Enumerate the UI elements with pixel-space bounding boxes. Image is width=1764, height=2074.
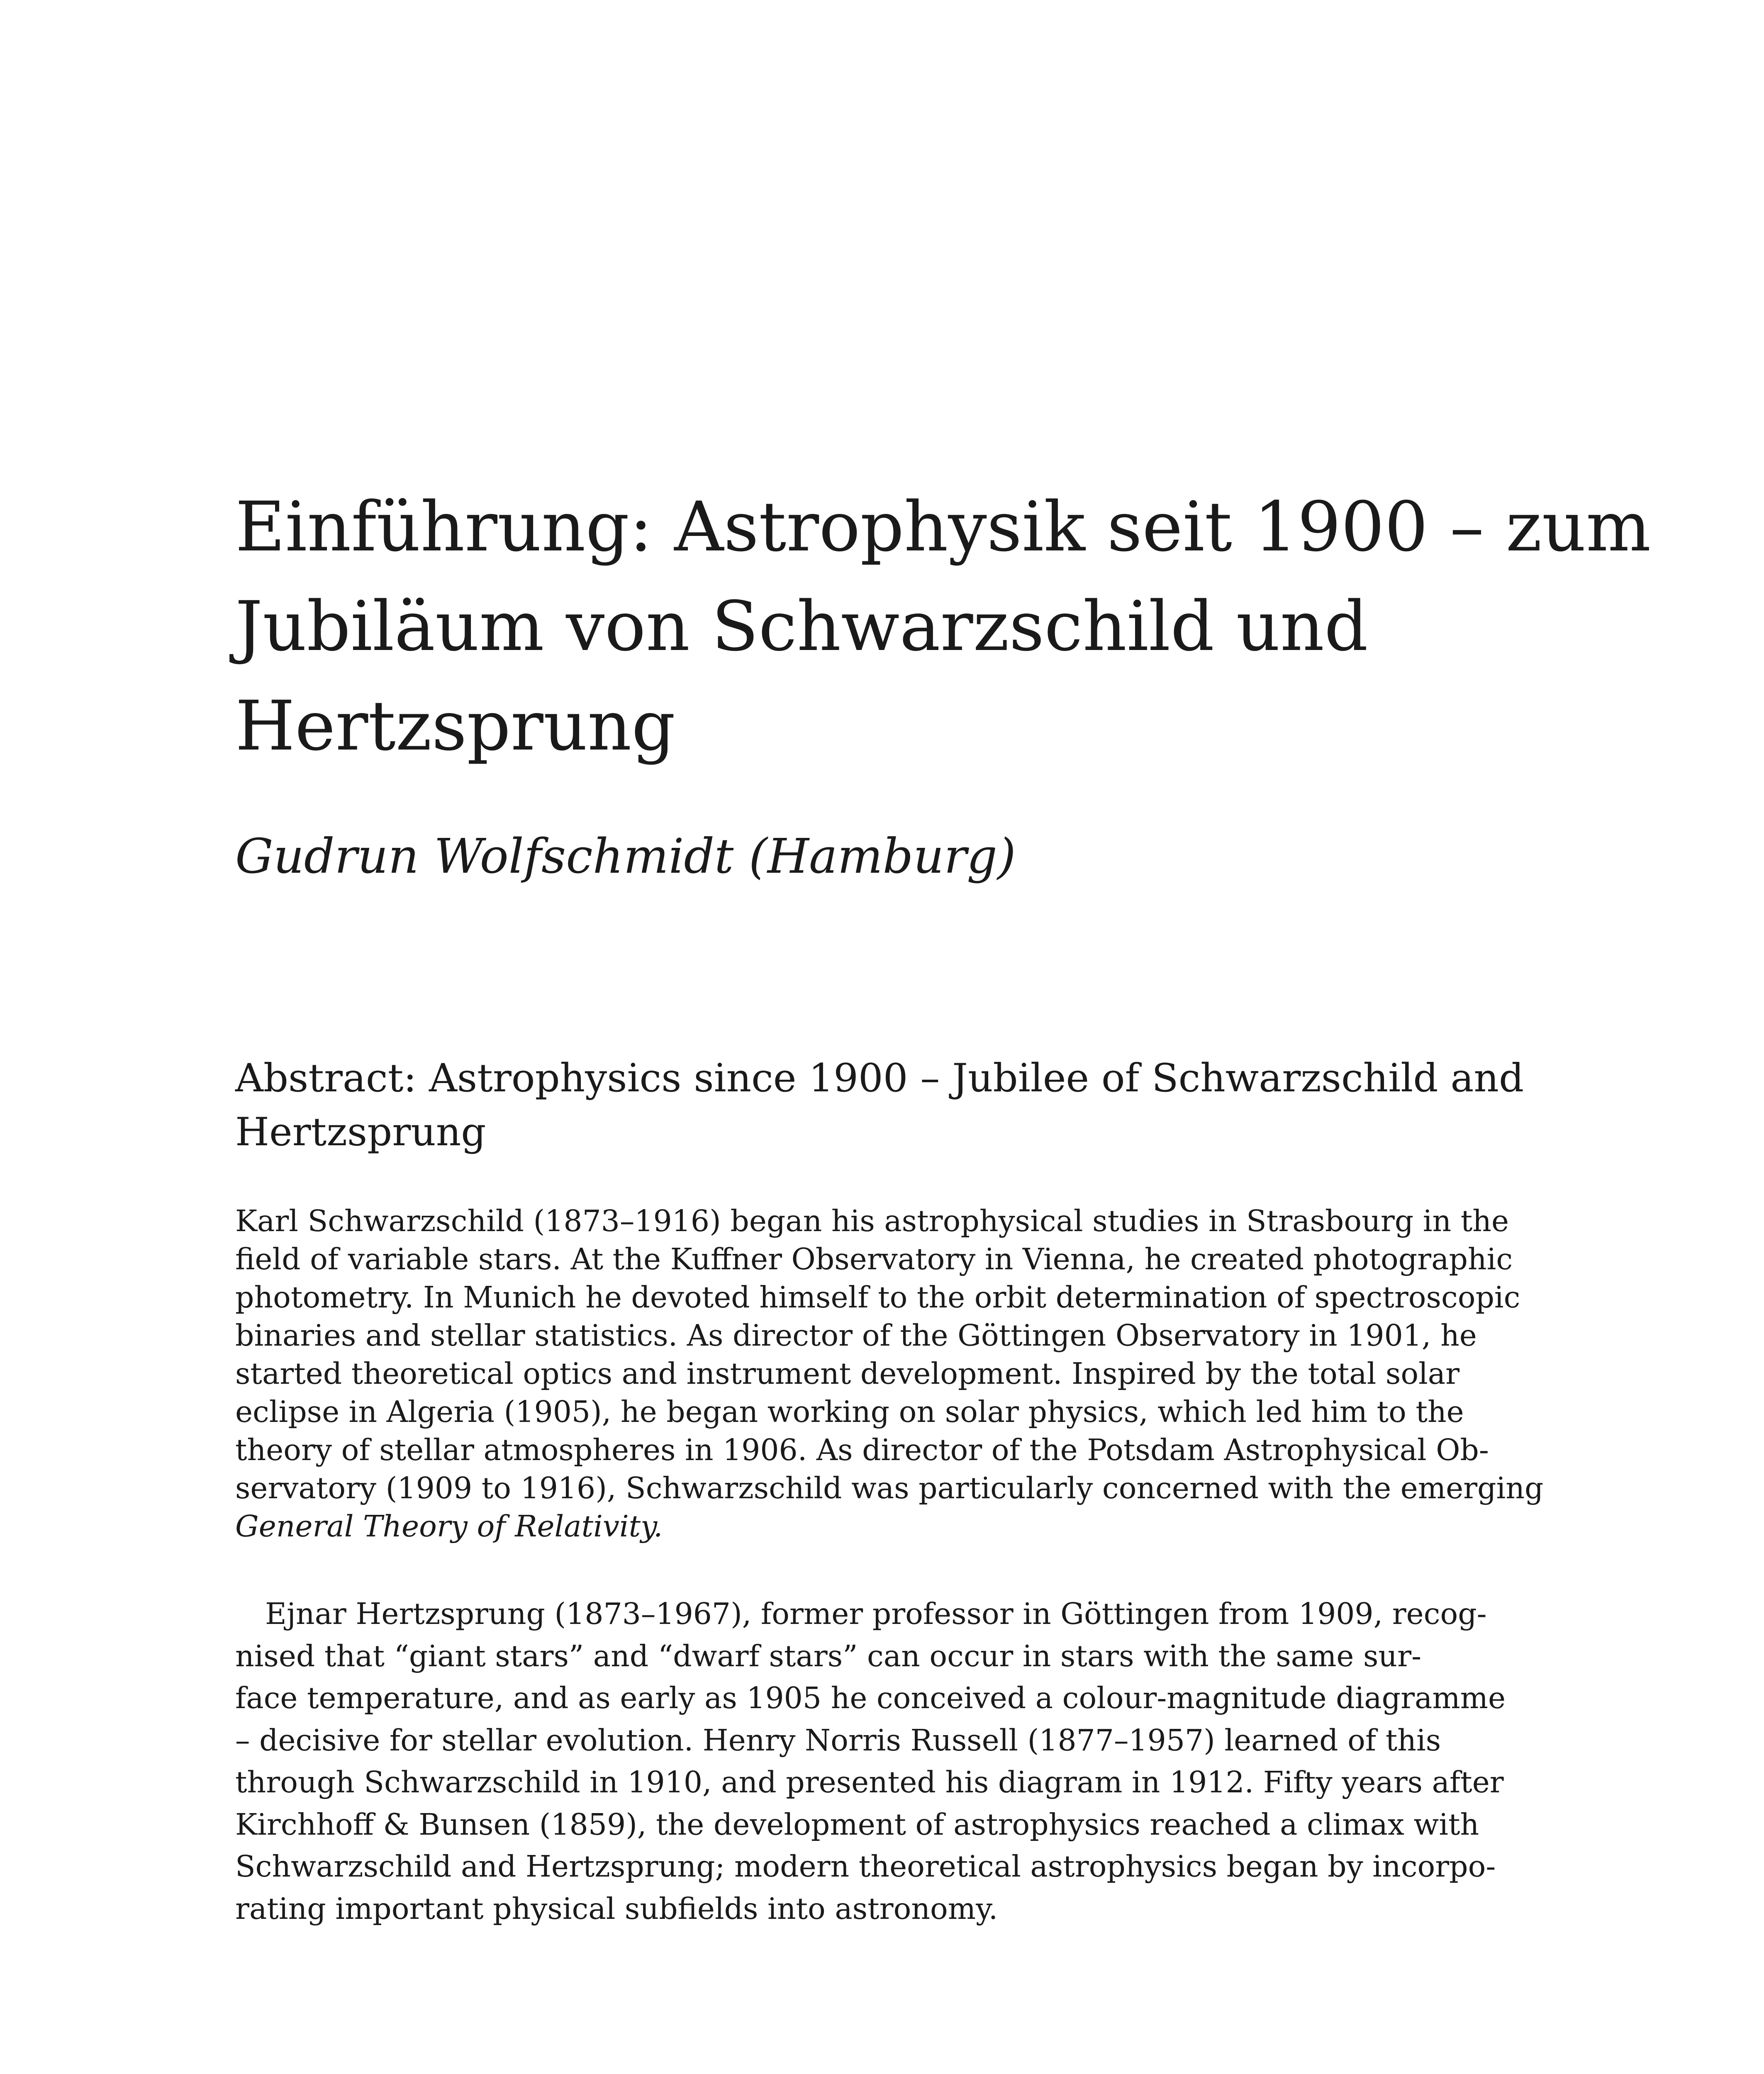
- paragraph-line: Karl Schwarzschild (1873–1916) began his astrophysical studies in Strasbourg in the: [235, 1204, 1509, 1238]
- title-line: Einführung: Astrophysik seit 1900 – zum: [235, 487, 1651, 567]
- paragraph-line: binaries and stellar statistics. As director of the Göttingen Observatory in 1901, he: [235, 1318, 1477, 1353]
- paper-title: [235, 477, 1651, 776]
- abstract-heading-line: Hertzsprung: [235, 1110, 486, 1155]
- paragraph-line: eclipse in Algeria (1905), he began working on solar physics, which led him to the: [235, 1395, 1464, 1429]
- abstract-paragraph-schwarzschild: [235, 1202, 1544, 1546]
- abstract-heading: [235, 1052, 1524, 1159]
- paragraph-line: field of variable stars. At the Kuffner Observatory in Vienna, he created photographic: [235, 1242, 1513, 1276]
- paragraph-line: servatory (1909 to 1916), Schwarzschild was particularly concerned with the emerging: [235, 1471, 1544, 1505]
- paragraph-line: face temperature, and as early as 1905 he conceived a colour-magnitude diagramme: [235, 1681, 1506, 1715]
- paragraph-line: nised that “giant stars” and “dwarf stars” can occur in stars with the same sur-: [235, 1638, 1422, 1673]
- author-name: Gudrun Wolfschmidt (Hamburg): [235, 829, 1016, 884]
- paragraph-line: Schwarzschild and Hertzsprung; modern theoretical astrophysics began by incorpo-: [235, 1849, 1496, 1884]
- paragraph-line: Kirchhoff & Bunsen (1859), the development of astrophysics reached a climax with: [235, 1807, 1479, 1842]
- paragraph-line: started theoretical optics and instrument development. Inspired by the total solar: [235, 1356, 1460, 1391]
- paragraph-line: rating important physical subfields into astronomy.: [235, 1891, 998, 1926]
- paragraph-line: Ejnar Hertzsprung (1873–1967), former professor in Göttingen from 1909, recog-: [265, 1597, 1487, 1631]
- paragraph-line: – decisive for stellar evolution. Henry Norris Russell (1877–1957) learned of this: [235, 1723, 1441, 1758]
- title-line: Jubiläum von Schwarzschild und: [235, 587, 1368, 666]
- abstract-heading-line: Abstract: Astrophysics since 1900 – Jubilee of Schwarzschild and: [235, 1056, 1524, 1101]
- abstract-paragraph-hertzsprung: [235, 1593, 1506, 1930]
- paragraph-line: photometry. In Munich he devoted himself to the orbit determination of spectroscopic: [235, 1280, 1520, 1315]
- paragraph-line: through Schwarzschild in 1910, and presented his diagram in 1912. Fifty years after: [235, 1765, 1504, 1799]
- paragraph-line: theory of stellar atmospheres in 1906. As director of the Potsdam Astrophysical Ob-: [235, 1433, 1489, 1467]
- title-line: Hertzsprung: [235, 686, 675, 766]
- paragraph-line-emphasis: General Theory of Relativity.: [235, 1509, 663, 1543]
